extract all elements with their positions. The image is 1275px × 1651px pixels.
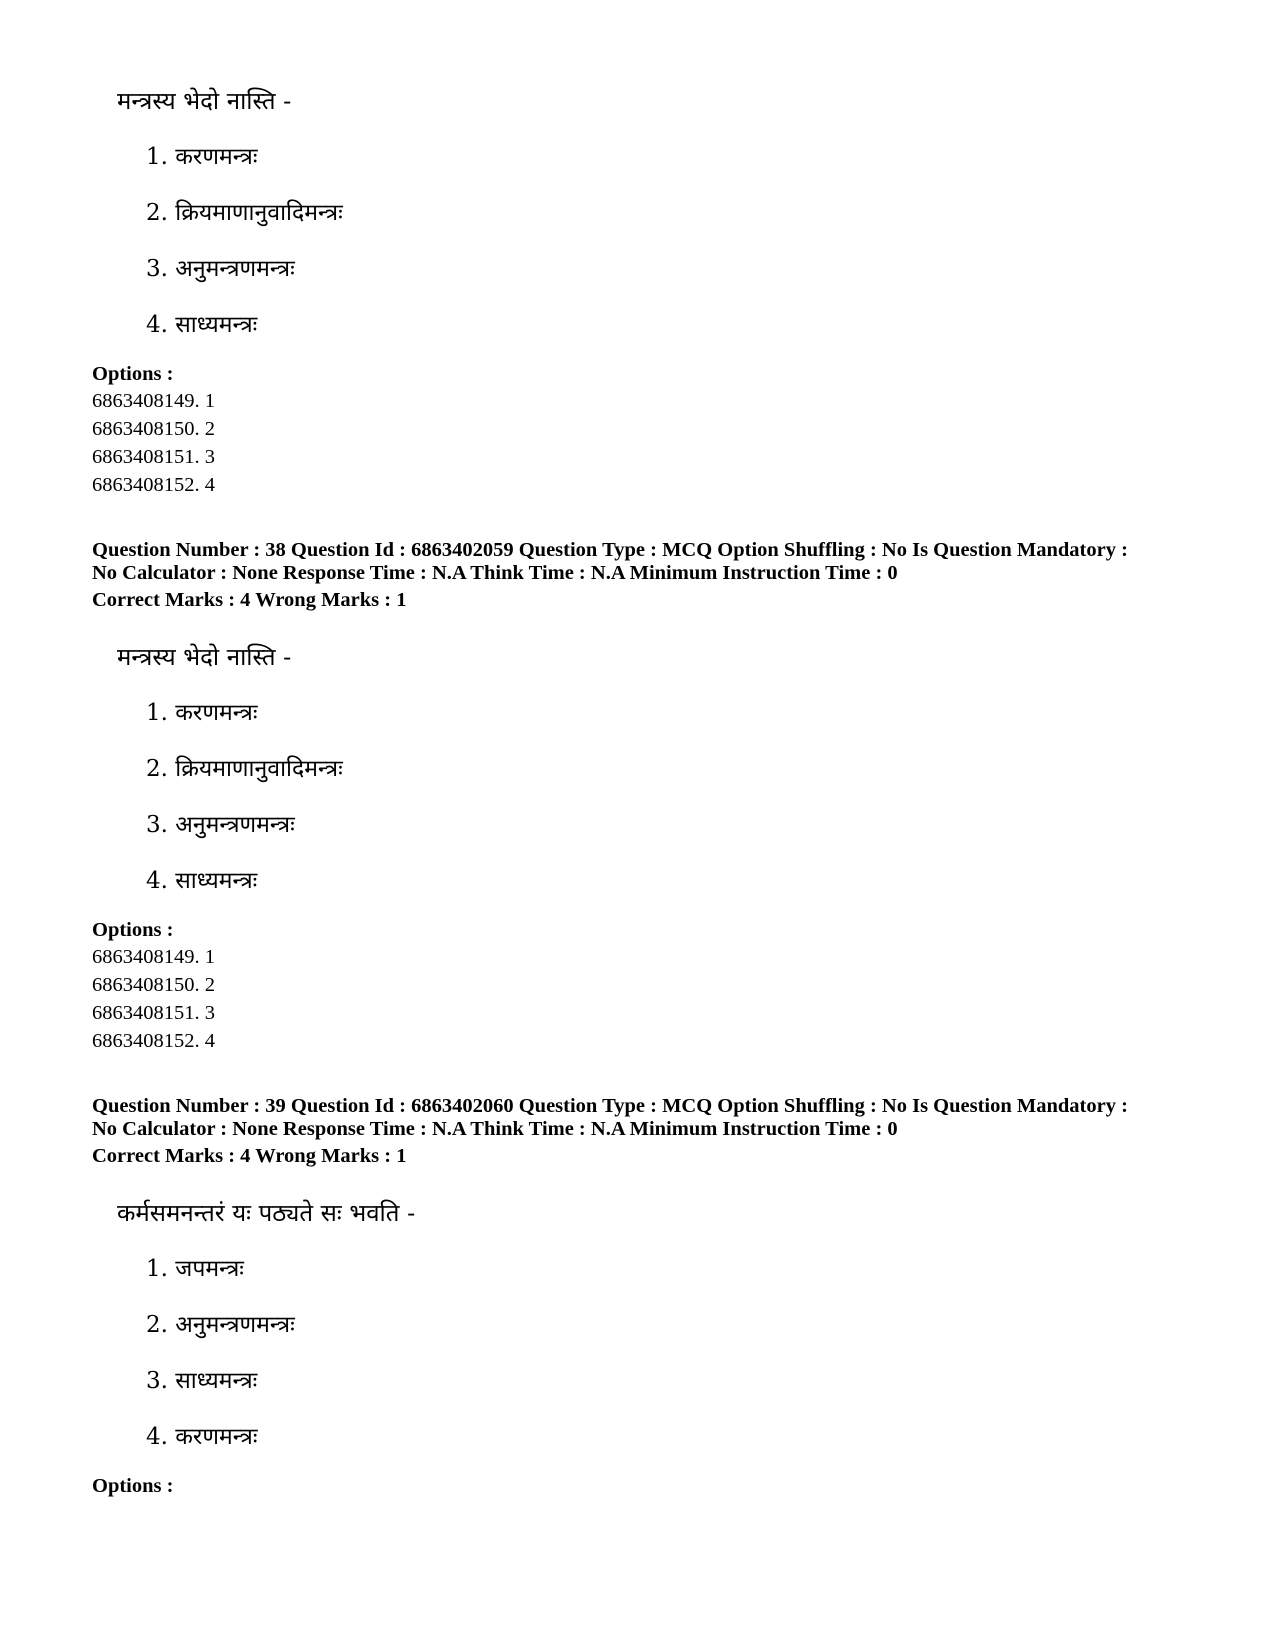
marks-line: Correct Marks : 4 Wrong Marks : 1 xyxy=(92,1145,407,1167)
question-option-3: 3. अनुमन्त्रणमन्त्रः xyxy=(146,812,295,838)
option-id-4: 6863408152. 4 xyxy=(92,474,215,496)
question-option-1: 1. करणमन्त्रः xyxy=(146,700,258,726)
question-option-3: 3. अनुमन्त्रणमन्त्रः xyxy=(146,256,295,282)
marks-line: Correct Marks : 4 Wrong Marks : 1 xyxy=(92,589,407,611)
question-option-2: 2. क्रियमाणानुवादिमन्त्रः xyxy=(146,200,343,226)
question-option-4: 4. साध्यमन्त्रः xyxy=(146,868,258,894)
question-header-line1: Question Number : 39 Question Id : 6863402060 Question Type : MCQ Option Shuffling : No Is Question Mandatory : xyxy=(92,1095,1128,1117)
question-text: मन्त्रस्य भेदो नास्ति - xyxy=(117,643,292,671)
options-label: Options : xyxy=(92,1475,174,1497)
question-option-1: 1. जपमन्त्रः xyxy=(146,1256,244,1282)
question-option-3: 3. साध्यमन्त्रः xyxy=(146,1368,258,1394)
option-id-1: 6863408149. 1 xyxy=(92,390,215,412)
option-id-2: 6863408150. 2 xyxy=(92,974,215,996)
question-header-line2: No Calculator : None Response Time : N.A Think Time : N.A Minimum Instruction Time : 0 xyxy=(92,1118,898,1140)
question-option-2: 2. क्रियमाणानुवादिमन्त्रः xyxy=(146,756,343,782)
option-id-4: 6863408152. 4 xyxy=(92,1030,215,1052)
question-text: मन्त्रस्य भेदो नास्ति - xyxy=(117,87,292,115)
question-option-1: 1. करणमन्त्रः xyxy=(146,144,258,170)
question-option-4: 4. करणमन्त्रः xyxy=(146,1424,258,1450)
option-id-2: 6863408150. 2 xyxy=(92,418,215,440)
option-id-3: 6863408151. 3 xyxy=(92,446,215,468)
question-header-line1: Question Number : 38 Question Id : 6863402059 Question Type : MCQ Option Shuffling : No Is Question Mandatory : xyxy=(92,539,1128,561)
question-header-line2: No Calculator : None Response Time : N.A Think Time : N.A Minimum Instruction Time : 0 xyxy=(92,562,898,584)
options-label: Options : xyxy=(92,363,174,385)
question-option-4: 4. साध्यमन्त्रः xyxy=(146,312,258,338)
option-id-1: 6863408149. 1 xyxy=(92,946,215,968)
options-label: Options : xyxy=(92,919,174,941)
question-option-2: 2. अनुमन्त्रणमन्त्रः xyxy=(146,1312,295,1338)
option-id-3: 6863408151. 3 xyxy=(92,1002,215,1024)
question-text: कर्मसमनन्तरं यः पठ्यते सः भवति - xyxy=(117,1199,416,1227)
